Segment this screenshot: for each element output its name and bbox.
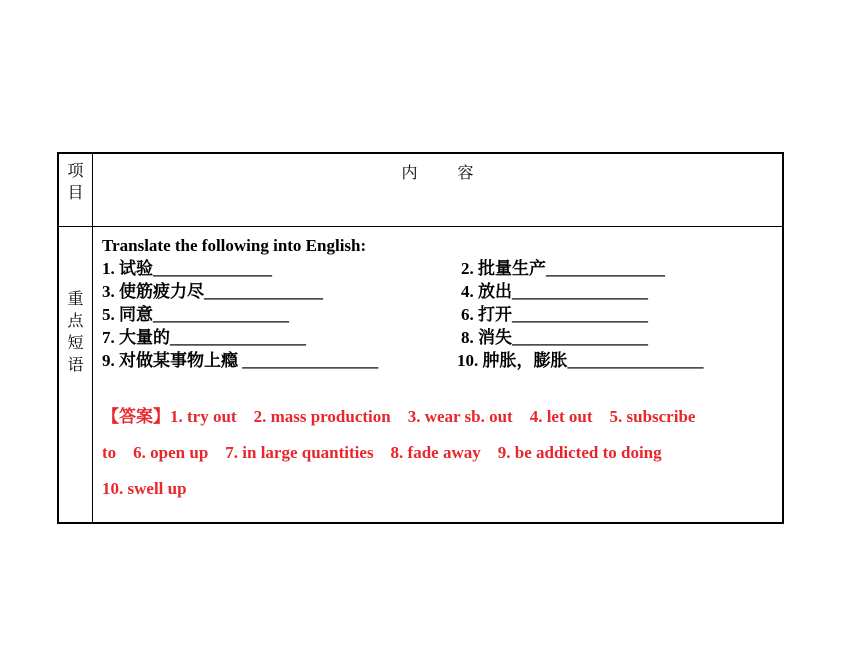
row-label-char: 语 bbox=[67, 355, 84, 374]
instruction-text: Translate the following into English: bbox=[102, 236, 367, 255]
row-divider bbox=[59, 226, 782, 227]
header-label-char: 目 bbox=[67, 183, 84, 202]
exercise-item: 5. 同意________________ bbox=[102, 305, 289, 324]
exercise-row bbox=[102, 326, 772, 349]
exercise-item: 1. 试验______________ bbox=[102, 259, 272, 278]
row-label-char: 短 bbox=[67, 333, 84, 352]
exercise-item: 2. 批量生产______________ bbox=[461, 259, 665, 278]
header-label-cell bbox=[59, 160, 92, 204]
answer-label: 【答案】 bbox=[102, 407, 170, 426]
exercise-item: 8. 消失________________ bbox=[461, 328, 648, 347]
exercise-row bbox=[102, 303, 772, 326]
header-label-char: 项 bbox=[67, 161, 84, 180]
exercise-row bbox=[102, 257, 772, 280]
exercise-item: 7. 大量的________________ bbox=[102, 328, 306, 347]
answer-text: to 6. open up 7. in large quantities 8. fade away 9. be addicted to doing bbox=[102, 443, 662, 462]
answer-text: 1. try out 2. mass production 3. wear sb. out 4. let out 5. subscribe bbox=[170, 407, 696, 426]
row-label-cell bbox=[59, 288, 92, 376]
phrase-table bbox=[57, 152, 784, 524]
answer-line bbox=[102, 435, 774, 471]
answer-line bbox=[102, 399, 774, 435]
header-content-char: 容 bbox=[457, 163, 474, 182]
exercise-row bbox=[102, 280, 772, 303]
content-cell bbox=[102, 234, 772, 507]
exercise-row bbox=[102, 349, 772, 372]
header-content-char: 内 bbox=[401, 163, 418, 182]
exercise-item: 4. 放出________________ bbox=[461, 282, 648, 301]
column-divider bbox=[92, 154, 93, 522]
exercise-item: 6. 打开________________ bbox=[461, 305, 648, 324]
row-label-char: 点 bbox=[67, 311, 84, 330]
header-content-cell bbox=[93, 160, 782, 183]
answer-line bbox=[102, 471, 774, 507]
answer-text: 10. swell up bbox=[102, 479, 187, 498]
exercise-item: 3. 使筋疲力尽______________ bbox=[102, 282, 323, 301]
exercise-item: 10. 肿胀，膨胀________________ bbox=[457, 351, 704, 370]
exercise-item: 9. 对做某事物上瘾 ________________ bbox=[102, 351, 379, 370]
answer-block bbox=[102, 399, 774, 507]
row-label-char: 重 bbox=[67, 289, 84, 308]
